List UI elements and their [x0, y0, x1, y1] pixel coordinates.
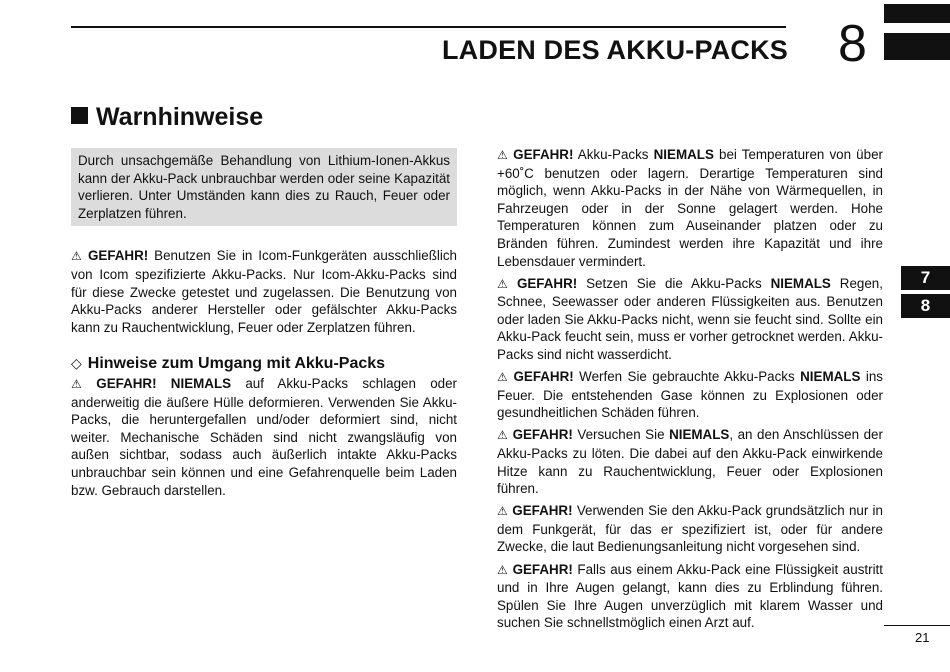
emphasis-niemals: NIEMALS [770, 275, 831, 291]
gefahr-label: GEFAHR! [513, 147, 574, 162]
section-title [71, 101, 263, 133]
chapter-number: 8 [838, 15, 867, 73]
warning-text: Falls aus einem Akku-Pack eine Flüssigkeit austritt und in Ihre Augen gelangt, kann dies zu Erblindung führen. Spülen Sie Ihre Augen unverzüglich mit klarem Wasser und suchen Sie schnellstmöglich einen Arzt auf. [497, 561, 883, 631]
warning-text: Werfen Sie gebrauchte Akku-Packs [579, 369, 795, 385]
intro-box [71, 148, 457, 226]
warning-paragraph [497, 502, 883, 556]
header-rule [71, 26, 786, 28]
warning-text: Versuchen Sie [577, 427, 665, 443]
diamond-icon: ◇ [71, 355, 82, 372]
gefahr-label: GEFAHR! [512, 561, 573, 577]
side-tab-chapter-7[interactable]: 7 [901, 266, 950, 290]
emphasis-niemals: NIEMALS [800, 369, 861, 385]
page-number: 21 [915, 630, 930, 645]
warning-triangle-icon: ⚠ [71, 376, 93, 391]
chapter-tab-bar-top [884, 4, 950, 23]
section-title-text: Warnhinweise [96, 103, 264, 131]
warning-triangle-icon: ⚠ [497, 428, 509, 443]
warning-triangle-icon: ⚠ [71, 249, 84, 264]
gefahr-label: GEFAHR! [87, 248, 149, 264]
warning-text: Benutzen Sie in Icom-Funkgeräten ausschließlich von Icom spezifizierte Akku-Packs. Nur Icom-Akku-Packs sind für diese Zwecke getestet und zugelassen. Die Benutzung von Akku-Packs anderer Hersteller oder gefälschter Akku-Packs kann zu Rauchentwicklung, Feuer oder Zerplatzen führen. [71, 248, 457, 335]
gefahr-label: GEFAHR! [512, 427, 573, 443]
gefahr-label: GEFAHR! [513, 369, 574, 385]
left-column [71, 148, 457, 499]
warning-triangle-icon: ⚠ [497, 562, 509, 577]
chapter-title: LADEN DES AKKU-PACKS [441, 35, 788, 65]
gefahr-label: GEFAHR! [516, 275, 578, 291]
warning-triangle-icon: ⚠ [497, 148, 510, 162]
warning-paragraph [497, 275, 883, 364]
warning-triangle-icon: ⚠ [497, 276, 513, 291]
emphasis-niemals: NIEMALS [170, 375, 232, 391]
warning-text: auf Akku-Packs schlagen oder anderweitig die äußere Hülle deformieren. Verwenden Sie Akku-Packs, die heruntergefallen und/oder deformiert sind, nicht weiter. Mechanische Schäden sind nicht zwangsläufig von außen sichtbar, sodass auch äußerlich intakte Akku-Packs unbrauchbar sein können und eine Gefahrenquelle beim Laden bzw. Gebrauch darstellen. [71, 375, 457, 498]
gefahr-label: GEFAHR! [96, 375, 157, 391]
gefahr-label: GEFAHR! [512, 503, 573, 519]
warning-paragraph [497, 146, 883, 270]
warning-text: Regen, Schnee, Seewasser oder anderen Flüssigkeiten aus. Benutzen oder laden Sie Akku-Packs nicht, wenn sie feucht sind. Sollte ein Akku-Pack feucht sein, muss er vorher getrocknet werden. Akku-Packs sind nicht wasserdicht. [497, 275, 883, 363]
warning-paragraph [497, 426, 883, 497]
right-column [497, 146, 883, 636]
warning-triangle-icon: ⚠ [497, 370, 510, 385]
warning-text: ins Feuer. Die entstehenden Gase können zu Explosionen oder gesundheitlichen Schäden führen. [497, 369, 883, 421]
emphasis-niemals: NIEMALS [653, 147, 714, 162]
warning-paragraph [71, 375, 457, 499]
warning-paragraph [71, 247, 457, 336]
subheading-text: Hinweise zum Umgang mit Akku-Packs [87, 355, 386, 373]
side-tab-chapter-8[interactable]: 8 [901, 294, 950, 318]
chapter-tab-bar-bottom [884, 33, 950, 60]
warning-paragraph [497, 368, 883, 422]
warning-paragraph [497, 561, 883, 632]
emphasis-niemals: NIEMALS [669, 427, 730, 443]
warning-text: Verwenden Sie den Akku-Pack grundsätzlich nur in dem Funkgerät, für das er spezifiziert ist, oder für andere Zwecke, die laut Bedienungsanleitung nicht vorgesehen sind. [497, 503, 883, 555]
warning-text: Akku-Packs [577, 147, 649, 162]
intro-text: Durch unsachgemäße Behandlung von Lithium-Ionen-Akkus kann der Akku-Pack unbrauchbar werden oder seine Kapazität verlieren. Unter Umständen kann dies zu Rauch, Feuer oder Zerplatzen führen. [78, 153, 450, 221]
footer-rule [884, 625, 950, 626]
warning-triangle-icon: ⚠ [497, 504, 509, 519]
warning-text: , an den Anschlüssen der Akku-Packs zu löten. Die dabei auf den Akku-Pack einwirkende Hitze kann zu Rauchentwicklung, Feuer oder Explosionen führen. [497, 427, 883, 497]
warning-text: bei Temperaturen von über +60˚C benutzen oder lagern. Derartige Temperaturen sind möglich, wenn Akku-Packs in der Nähe von Wärmequellen, in Fahrzeugen oder in der Sonne gelagert werden. Hohe Temperaturen können zum Auseinander platzen oder zu Bränden führen. Zumindest werden ihre Kapazität und ihre Lebensdauer vermindert. [497, 147, 883, 269]
subheading [71, 355, 457, 373]
square-bullet-icon [71, 107, 88, 124]
warning-text: Setzen Sie die Akku-Packs [586, 275, 762, 291]
